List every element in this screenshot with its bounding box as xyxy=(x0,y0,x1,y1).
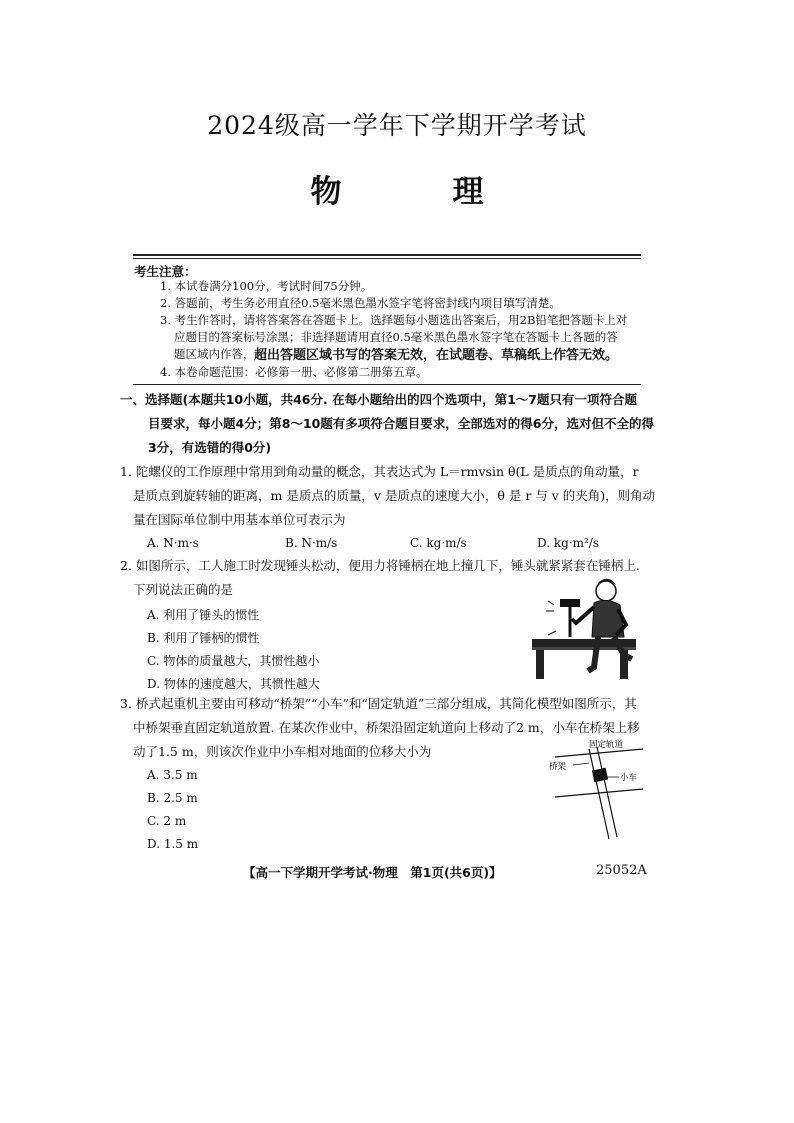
notice-item-3-emphasis: 超出答题区域书写的答案无效，在试题卷、草稿纸上作答无效。 xyxy=(254,348,619,363)
page-footer: 【高一下学期开学考试·物理 第1页(共6页)】 xyxy=(243,865,502,880)
notice-item-3-cont: 应题目的答案标号涂黑；非选择题请用直径0.5毫米黑色墨水签字笔在答题卡上各题的答 xyxy=(174,330,618,344)
bridge-crane-figure xyxy=(545,735,645,845)
q3-option-a: A. 3.5 m xyxy=(147,768,198,782)
q1-line-3: 量在国际单位制中用基本单位可表示为 xyxy=(133,512,346,527)
q2-option-c: C. 物体的质量越大，其惯性越小 xyxy=(147,654,320,668)
exam-title: 2024级高一学年下学期开学考试 xyxy=(207,111,587,140)
q2-option-b: B. 利用了锤柄的惯性 xyxy=(147,631,260,645)
notice-item-1: 1. 本试卷满分100分，考试时间75分钟。 xyxy=(160,279,373,293)
notice-item-4: 4. 本卷命题范围：必修第一册、必修第二册第五章。 xyxy=(160,365,428,379)
label-bridge: 桥架 xyxy=(549,762,567,772)
q1-line-1: 1. 陀螺仪的工作原理中常用到角动量的概念，其表达式为 L＝rmvsin θ(L 是质点的角动量，r xyxy=(120,464,639,479)
label-cart: 小车 xyxy=(620,773,638,783)
notice-item-3-cont2: 题区域内作答， xyxy=(174,347,255,361)
subject-title: 物 理 xyxy=(310,174,524,210)
q1-line-2: 是质点到旋转轴的距离，m 是质点的质量，v 是质点的速度大小，θ 是 r 与 v 的夹角)，则角动 xyxy=(133,488,656,503)
q1-option-a: A. N·m·s xyxy=(147,536,199,550)
notice-heading: 考生注意： xyxy=(134,264,197,279)
section1-line-1: 一、选择题(本题共10小题，共46分. 在每小题给出的四个选项中，第1～7题只有一项符合题 xyxy=(120,392,637,407)
q2-option-d: D. 物体的速度越大，其惯性越大 xyxy=(147,677,320,691)
exam-code: 25052A xyxy=(596,863,647,878)
q2-line-1: 2. 如图所示，工人施工时发现锤头松动，便用力将锤柄在地上撞几下，锤头就紧紧套在锤柄上. xyxy=(120,558,640,573)
q3-line-2: 中桥架垂直固定轨道放置. 在某次作业中，桥架沿固定轨道向上移动了2 m，小车在桥架上移 xyxy=(133,720,640,735)
notice-item-3: 3. 考生作答时，请将答案答在答题卡上。选择题每小题选出答案后，用2B铅笔把答题卡上对 xyxy=(160,313,628,327)
q1-option-c: C. kg·m/s xyxy=(410,536,467,550)
q1-option-b: B. N·m/s xyxy=(285,536,338,550)
section1-line-3: 3分，有选错的得0分) xyxy=(148,440,272,455)
label-rail: 固定轨道 xyxy=(589,740,624,750)
q3-option-c: C. 2 m xyxy=(147,814,187,828)
q3-option-d: D. 1.5 m xyxy=(147,837,199,851)
worker-hammer-figure xyxy=(528,575,640,685)
q1-option-d: D. kg·m²/s xyxy=(537,536,599,550)
q3-option-b: B. 2.5 m xyxy=(147,791,198,805)
q2-line-2: 下列说法正确的是 xyxy=(133,582,234,597)
divider-top xyxy=(133,254,641,256)
q3-line-3: 动了1.5 m，则该次作业中小车相对地面的位移大小为 xyxy=(133,744,432,759)
q3-line-1: 3. 桥式起重机主要由可移动“桥架”“小车”和“固定轨道”三部分组成，其简化模型如图所示，其 xyxy=(120,696,637,711)
q2-option-a: A. 利用了锤头的惯性 xyxy=(147,608,260,622)
divider-top-thin xyxy=(133,258,641,259)
section1-line-2: 目要求，每小题4分；第8～10题有多项符合题目要求，全部选对的得6分，选对但不全的得 xyxy=(148,416,654,431)
notice-item-2: 2. 答题前，考生务必用直径0.5毫米黑色墨水签字笔将密封线内项目填写清楚。 xyxy=(160,296,561,310)
divider-notice xyxy=(133,384,641,385)
